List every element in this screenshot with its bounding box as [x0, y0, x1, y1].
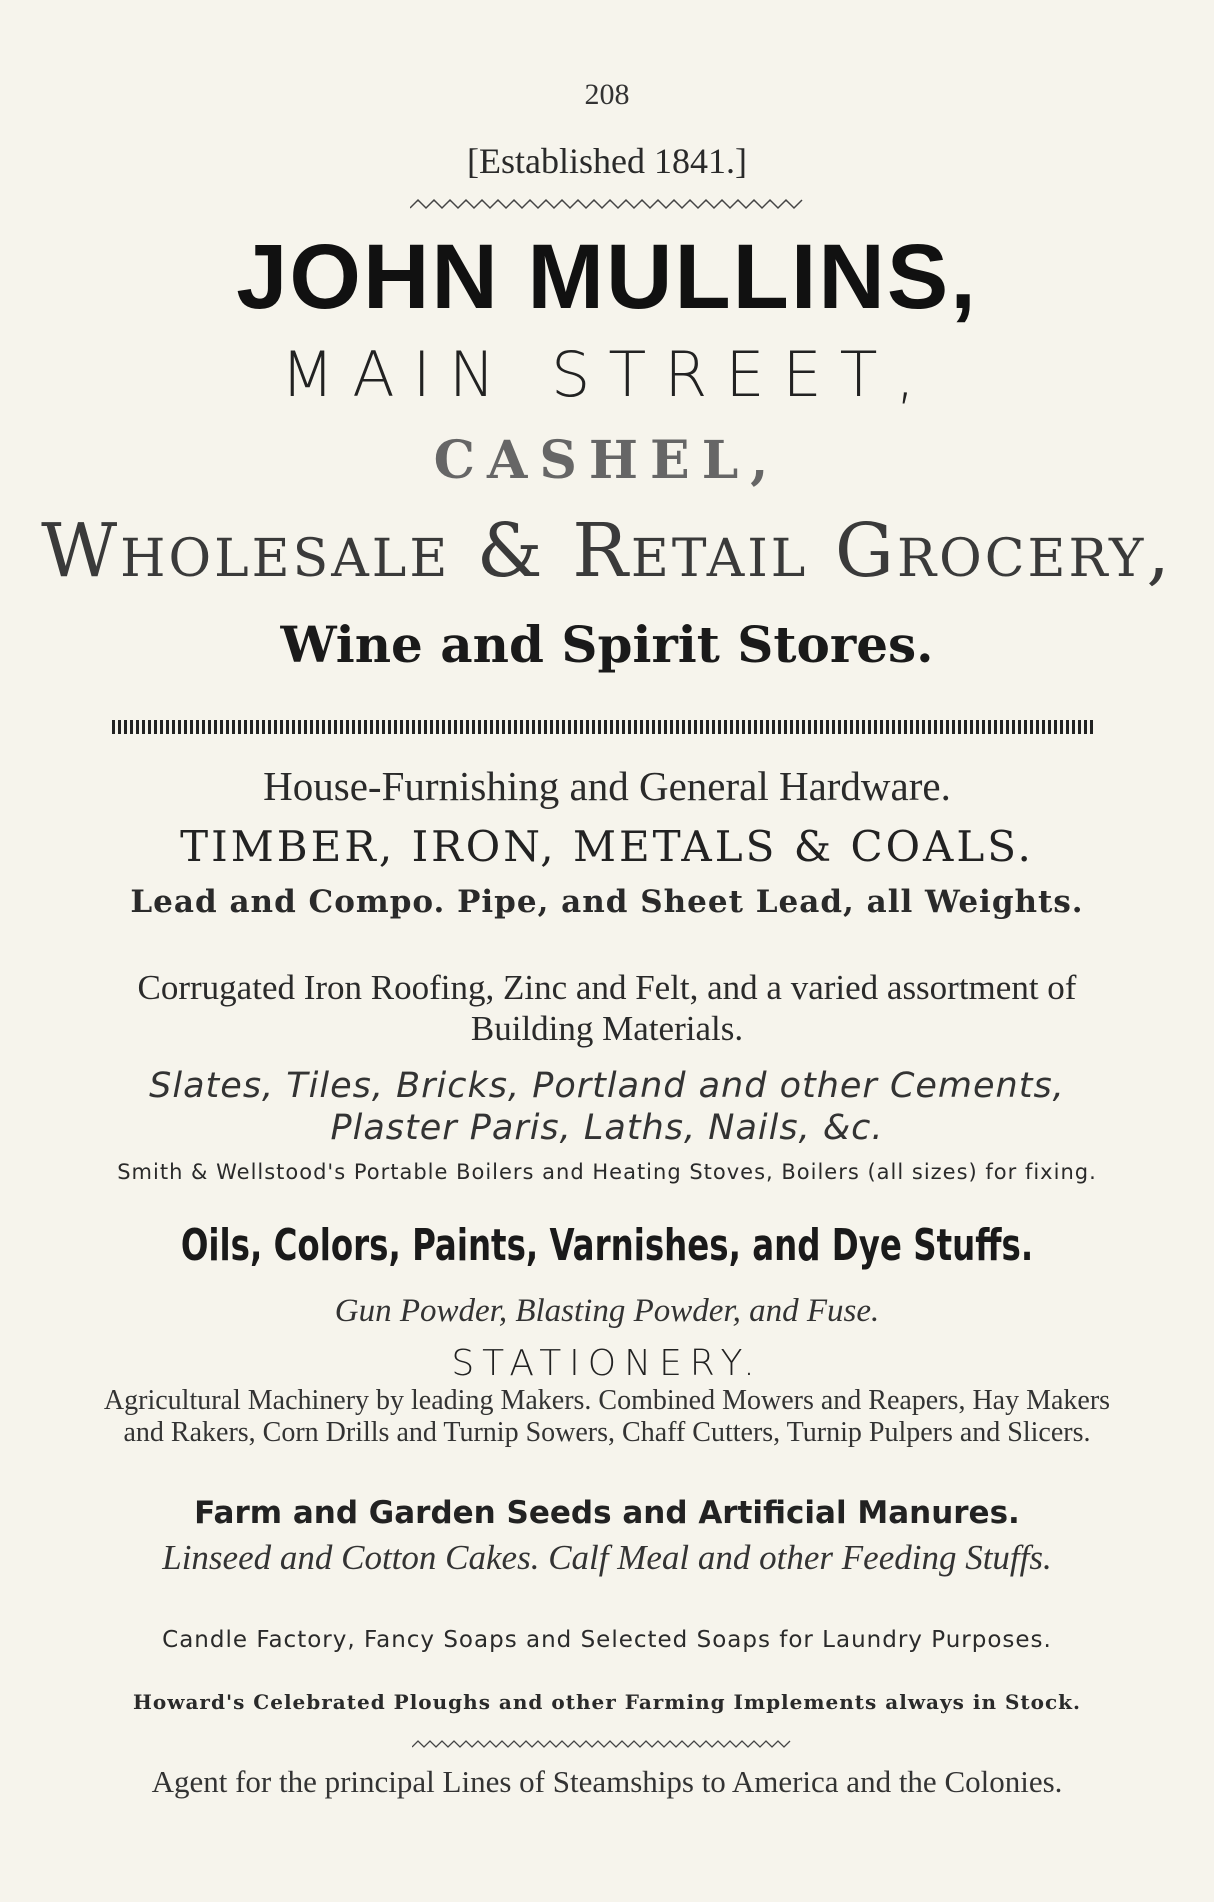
dotted-divider	[112, 720, 1094, 734]
hardware-line: House-Furnishing and General Hardware.	[263, 763, 951, 809]
business-type: Wholesale & Retail Grocery,	[41, 508, 1173, 594]
page-number: 208	[584, 78, 630, 111]
steamship-agent-paragraph: Agent for the principal Lines of Steamships to America and the Colonies.	[151, 1764, 1063, 1799]
town-name: CASHEL,	[433, 430, 781, 491]
lead-pipe-line: Lead and Compo. Pipe, and Sheet Lead, all Weights.	[130, 884, 1084, 920]
roofing-paragraph: Corrugated Iron Roofing, Zinc and Felt, and a varied assortment of Building Materials.	[137, 968, 1077, 1048]
gunpowder-line: Gun Powder, Blasting Powder, and Fuse.	[334, 1293, 880, 1329]
oils-colors-line: Oils, Colors, Paints, Varnishes, and Dye Stuffs.	[180, 1220, 1034, 1271]
wavy-ornament-top	[410, 196, 804, 212]
stationery-heading: STATIONERY.	[451, 1343, 763, 1384]
building-materials-paragraph: Slates, Tiles, Bricks, Portland and other Cements, Plaster Paris, Laths, Nails, &c.	[149, 1066, 1065, 1148]
machinery-paragraph: Agricultural Machinery by leading Makers. Combined Mowers and Reapers, Hay Makers and Rakers, Corn Drills and Turnip Sowers, Chaff Cutters, Turnip Pulpers and Slicers.	[103, 1385, 1111, 1449]
established-line: [Established 1841.]	[467, 141, 747, 181]
wine-spirit-stores: Wine and Spirit Stores.	[280, 615, 934, 674]
timber-iron-line: TIMBER, IRON, METALS & COALS.	[180, 822, 1034, 871]
street-address: MAIN STREET,	[280, 338, 934, 411]
boilers-paragraph: Smith & Wellstood's Portable Boilers and Heating Stoves, Boilers (all sizes) for fixing.	[117, 1160, 1097, 1184]
ploughs-paragraph: Howard's Celebrated Ploughs and other Farming Implements always in Stock.	[133, 1690, 1081, 1714]
feeding-stuffs-paragraph: Linseed and Cotton Cakes. Calf Meal and other Feeding Stuffs.	[162, 1538, 1052, 1577]
proprietor-name: JOHN MULLINS,	[236, 226, 978, 328]
candle-soaps-paragraph: Candle Factory, Fancy Soaps and Selected Soaps for Laundry Purposes.	[162, 1627, 1052, 1653]
wavy-ornament-bottom	[412, 1738, 792, 1750]
seeds-manures-line: Farm and Garden Seeds and Artificial Manures.	[194, 1495, 1020, 1531]
